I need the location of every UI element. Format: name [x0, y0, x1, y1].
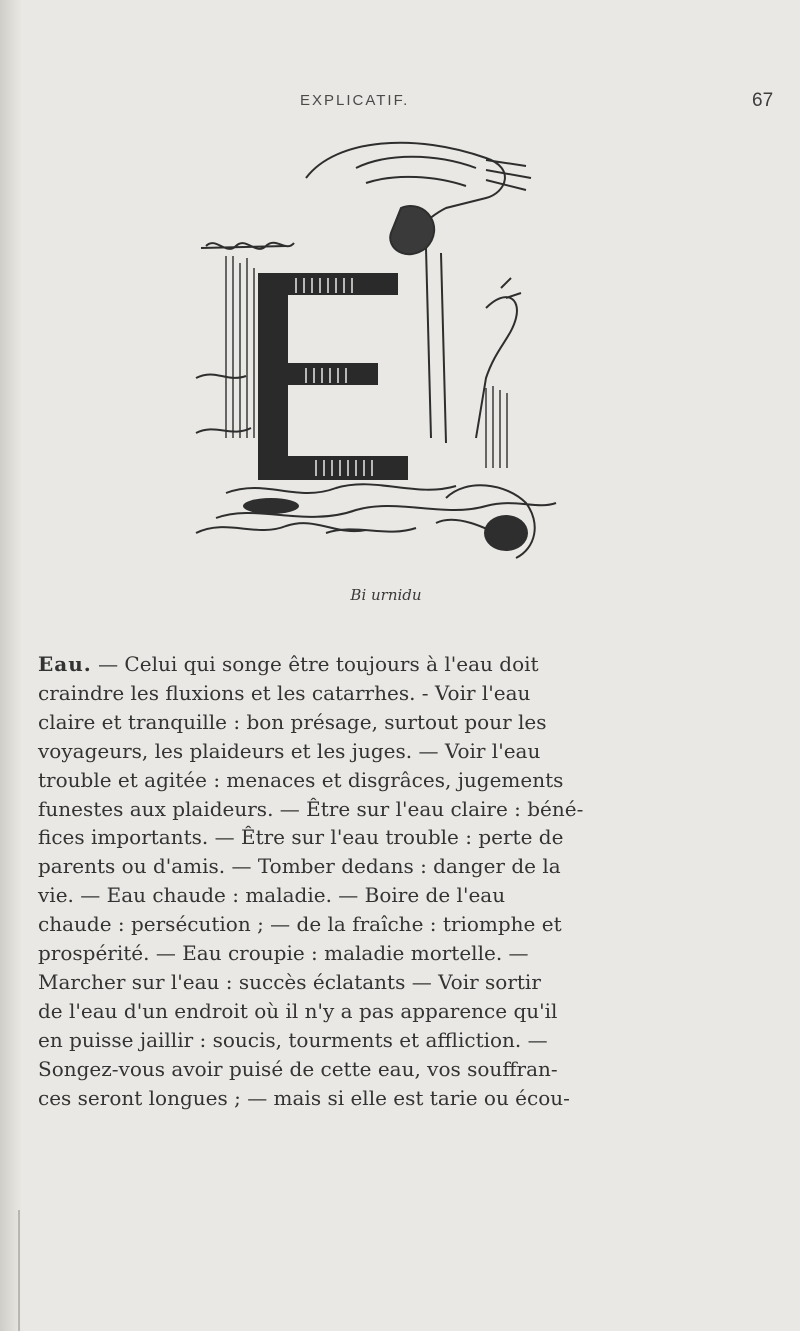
page-header	[0, 92, 800, 122]
entry-text: — Celui qui songe être toujours à l'eau doit craindre les fluxions et les catarrhes. - Voir l'eau claire et tranquille : bon présage, surtout pour les voyageurs, les plaideurs et les juges. — Voir l'eau trouble et agitée : menaces et disgrâces, jugements funestes aux plaideurs. — Être sur l'eau claire : béné- fices importants. — Être sur l'eau trouble : perte de parents ou d'amis. — Tomber dedans : danger de la vie. — Eau chaude : maladie. — Boire de l'eau chaude : persécution ; — de la fraîche : triomphe et prospérité. — Eau croupie : maladie mortelle. — Marcher sur l'eau : succès éclatants — Voir sortir de l'eau d'un endroit où il n'y a pas apparence qu'il en puisse jaillir : soucis, tourments et affliction. — Songez-vous avoir puisé de cette eau, vos souffran- ces seront longues ; — mais si elle est tarie ou écou-	[38, 652, 584, 1110]
engraved-letter-e-illustration	[186, 138, 586, 613]
entry-paragraph	[38, 650, 783, 1113]
illustrator-signature: Bi urnidu	[350, 586, 422, 604]
page-left-edge	[0, 0, 22, 1331]
page-number: 67	[752, 90, 774, 111]
letter-e-engraving-icon	[186, 138, 586, 613]
entry-headword: Eau.	[38, 652, 92, 676]
page-binding-line	[18, 1210, 20, 1331]
running-title: EXPLICATIF.	[300, 92, 410, 109]
dictionary-entry	[38, 650, 783, 1113]
